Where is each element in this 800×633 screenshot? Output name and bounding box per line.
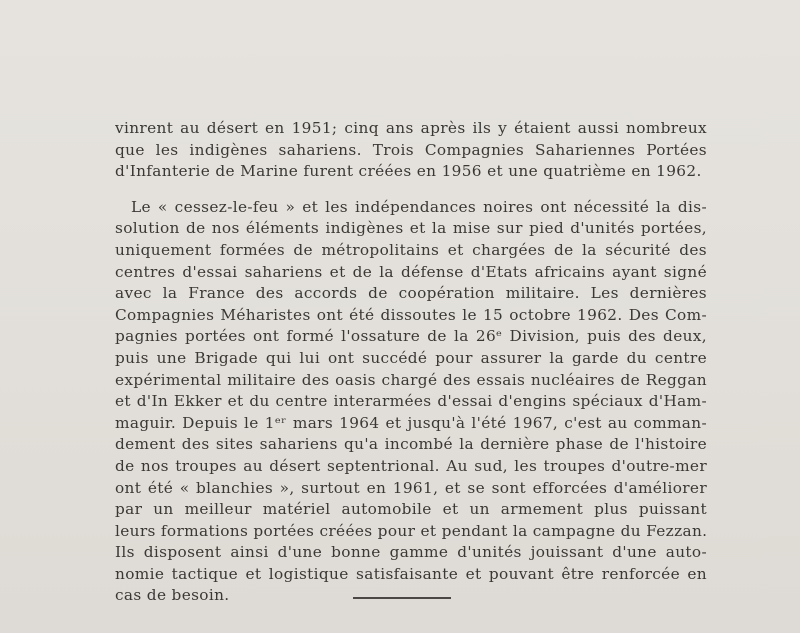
text-line: ont été « blanchies », surtout en 1961, et se sont efforcées d'améliorer (115, 478, 707, 497)
text-line: Le « cessez-le-feu » et les indépendances noires ont nécessité la dis- (131, 197, 707, 216)
text-line: dement des sites sahariens qu'a incombé la dernière phase de l'histoire (115, 435, 707, 454)
paragraph-1 (115, 118, 707, 183)
text-line: par un meilleur matériel automobile et un armement plus puissant (115, 500, 707, 519)
paragraph-2 (115, 197, 707, 607)
paragraph-gap (115, 183, 707, 197)
text-line: nomie tactique et logistique satisfaisante et pouvant être renforcée en (115, 564, 707, 583)
text-line: d'Infanterie de Marine furent créées en 1956 et une quatrième en 1962. (115, 162, 702, 181)
text-line: expérimental militaire des oasis chargé des essais nucléaires de Reggan (115, 370, 707, 389)
text-line: leurs formations portées créées pour et pendant la campagne du Fezzan. (115, 521, 707, 540)
text-line: cas de besoin. (115, 586, 230, 605)
body-text (115, 118, 707, 607)
text-line: pagnies portées ont formé l'ossature de la 26ᵉ Division, puis des deux, (115, 327, 707, 346)
text-line: centres d'essai sahariens et de la défense d'Etats africains ayant signé (115, 262, 707, 281)
text-line: Ils disposent ainsi d'une bonne gamme d'unités jouissant d'une auto- (115, 543, 707, 562)
text-line: avec la France des accords de coopération militaire. Les dernières (115, 284, 707, 303)
text-line: maguir. Depuis le 1ᵉʳ mars 1964 et jusqu'à l'été 1967, c'est au comman- (115, 413, 707, 432)
text-line: uniquement formées de métropolitains et chargées de la sécurité des (115, 240, 707, 259)
text-line: solution de nos éléments indigènes et la mise sur pied d'unités portées, (115, 219, 707, 238)
text-line: que les indigènes sahariens. Trois Compagnies Sahariennes Portées (115, 140, 707, 159)
text-line: vinrent au désert en 1951; cinq ans après ils y étaient aussi nombreux (115, 119, 707, 137)
section-divider-rule (353, 597, 451, 599)
text-line: puis une Brigade qui lui ont succédé pour assurer la garde du centre (115, 348, 707, 367)
text-line: et d'In Ekker et du centre interarmées d'essai d'engins spéciaux d'Ham- (115, 392, 707, 411)
text-line: Compagnies Méharistes ont été dissoutes le 15 octobre 1962. Des Com- (115, 305, 707, 324)
text-line: de nos troupes au désert septentrional. Au sud, les troupes d'outre-mer (115, 456, 707, 475)
